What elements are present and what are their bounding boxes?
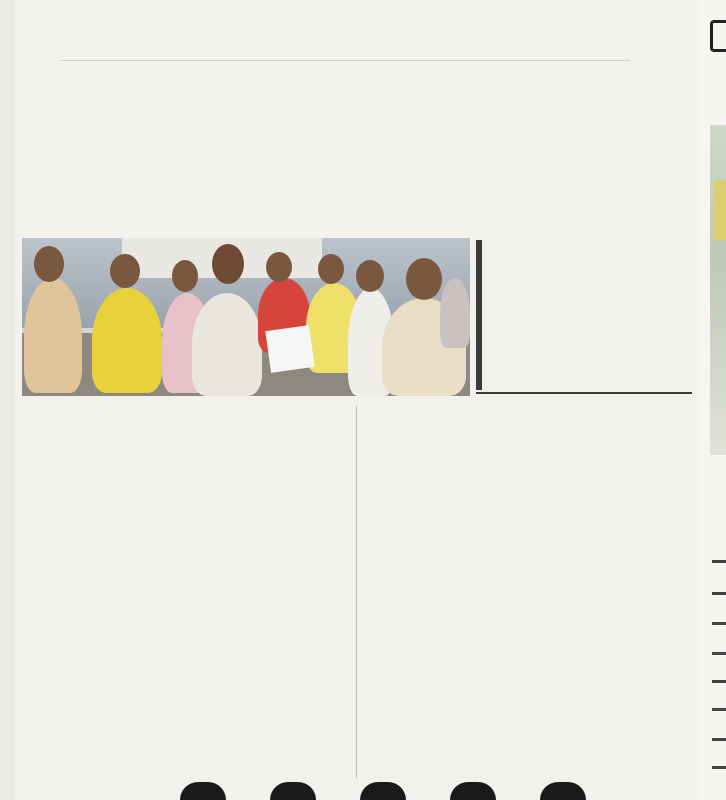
column-line bbox=[366, 694, 692, 723]
photo-person-head bbox=[318, 254, 344, 284]
photo-person-head bbox=[110, 254, 140, 288]
column-line bbox=[22, 665, 348, 694]
photo-person-head bbox=[212, 244, 244, 284]
column-line bbox=[22, 723, 348, 752]
photo-person bbox=[24, 278, 82, 393]
photo-person-head bbox=[172, 260, 198, 292]
article-photo bbox=[22, 238, 470, 396]
column-line bbox=[22, 636, 348, 665]
adjacent-heading-fragment bbox=[710, 20, 726, 52]
column-line bbox=[22, 404, 348, 433]
photo-person bbox=[92, 288, 162, 393]
column-line bbox=[22, 520, 348, 549]
column-line bbox=[22, 752, 348, 781]
photo-person bbox=[192, 293, 262, 396]
column-line bbox=[366, 549, 692, 578]
column-line bbox=[366, 636, 692, 665]
adjacent-photo-detail bbox=[714, 180, 726, 240]
column-line bbox=[22, 578, 348, 607]
photo-person-head bbox=[406, 258, 442, 300]
column-line bbox=[366, 752, 692, 781]
photo-person-head bbox=[34, 246, 64, 282]
column-divider bbox=[356, 406, 357, 778]
column-line bbox=[366, 433, 692, 462]
article-column-2 bbox=[366, 404, 692, 784]
column-line bbox=[22, 549, 348, 578]
column-line bbox=[22, 694, 348, 723]
adjacent-column-clipping bbox=[700, 0, 726, 800]
article-callout bbox=[476, 240, 692, 390]
column-line bbox=[366, 607, 692, 636]
page-gutter bbox=[0, 0, 14, 800]
photo-person-head bbox=[356, 260, 384, 292]
column-line bbox=[22, 607, 348, 636]
next-headline-fragment bbox=[180, 782, 640, 800]
callout-rule bbox=[476, 392, 692, 394]
column-line bbox=[22, 462, 348, 491]
column-line bbox=[366, 404, 692, 433]
photo-person bbox=[440, 278, 470, 348]
article-headline bbox=[20, 72, 692, 238]
column-line bbox=[366, 462, 692, 491]
article-column-1 bbox=[22, 404, 348, 784]
column-line bbox=[22, 433, 348, 462]
adjacent-photo-fragment bbox=[710, 125, 726, 455]
photo-person-head bbox=[266, 252, 292, 282]
column-line bbox=[366, 723, 692, 752]
column-line bbox=[366, 578, 692, 607]
article-kicker bbox=[60, 12, 630, 61]
column-line bbox=[366, 491, 692, 520]
photo-document bbox=[265, 325, 314, 373]
headline-line-2 bbox=[20, 152, 692, 232]
headline-line-1 bbox=[20, 72, 692, 152]
column-line bbox=[22, 491, 348, 520]
column-line bbox=[366, 520, 692, 549]
column-line bbox=[366, 665, 692, 694]
